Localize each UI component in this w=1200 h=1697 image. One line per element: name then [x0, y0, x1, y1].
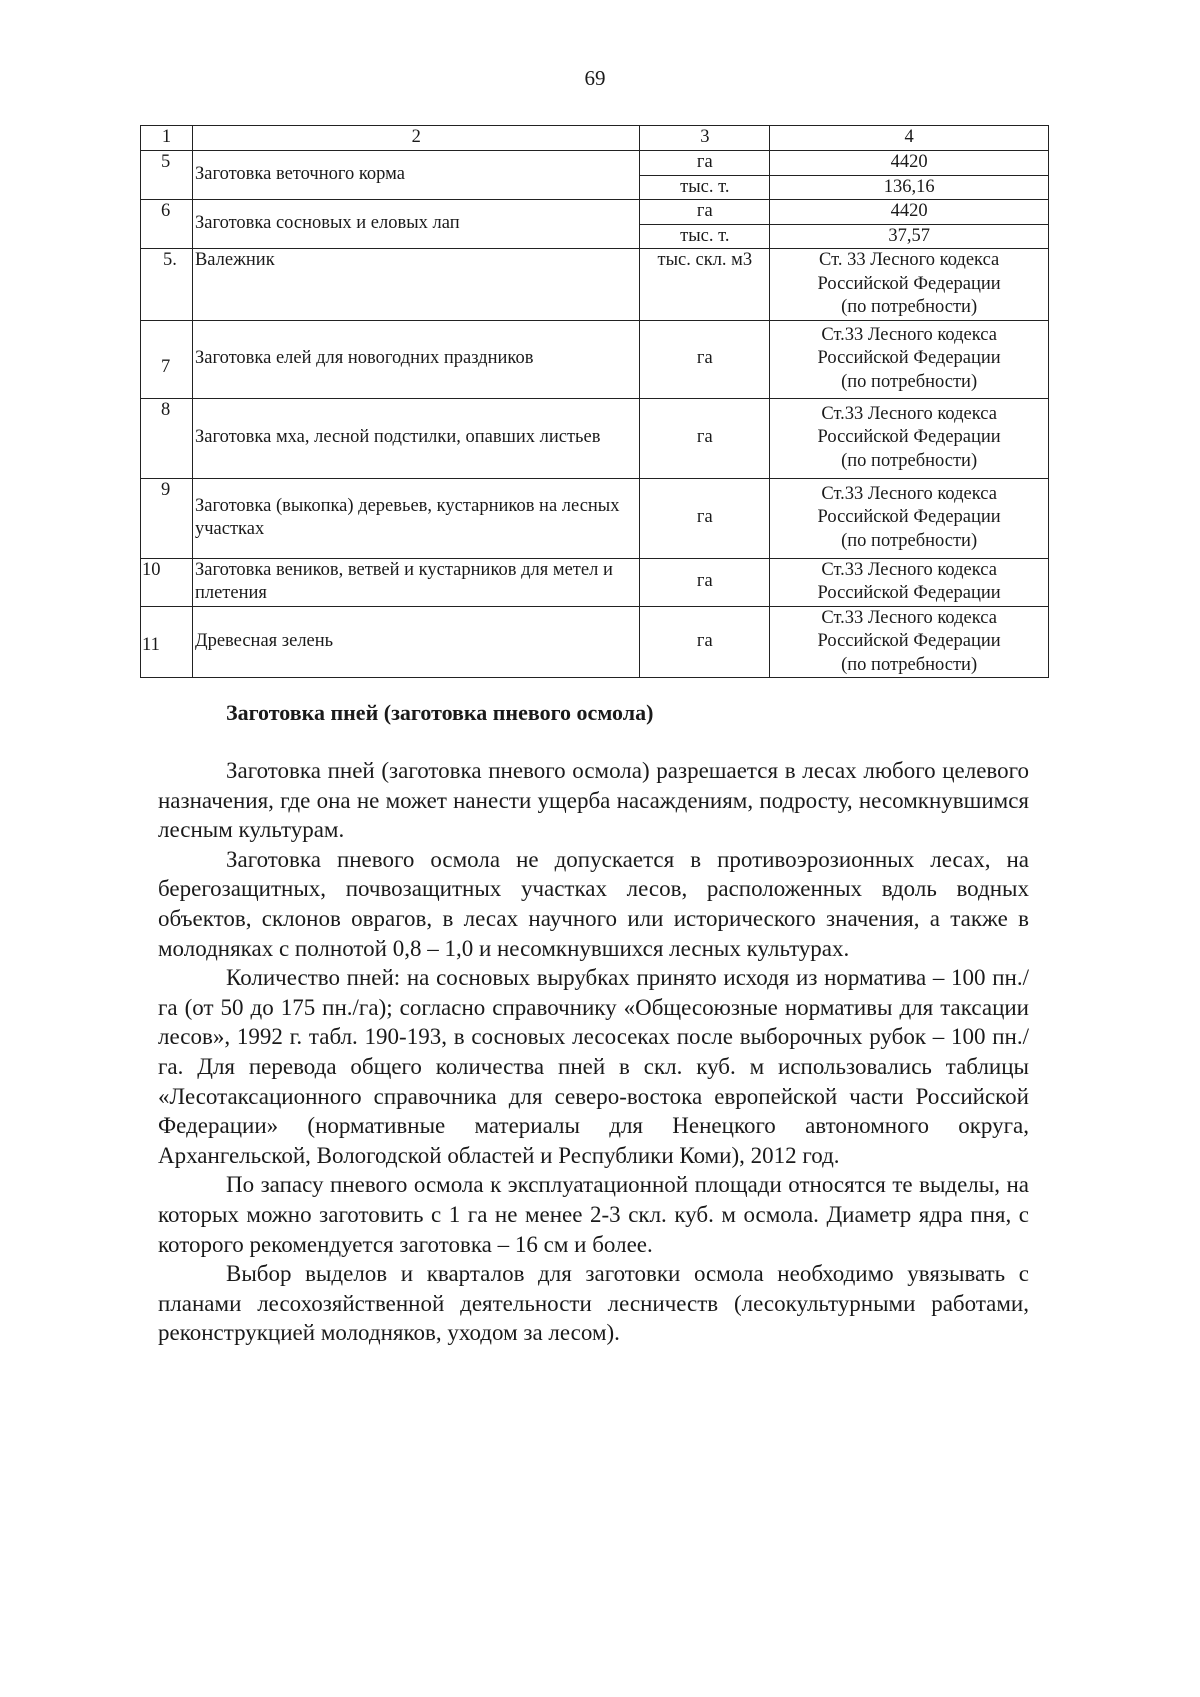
unit-cell: тыс. т. [640, 224, 770, 249]
reference-cell [770, 320, 1049, 398]
row-number: 11 [141, 606, 193, 678]
unit-cell: га [640, 151, 770, 176]
table-row [141, 558, 1049, 606]
row-name: Заготовка мха, лесной подстилки, опавших листьев [192, 398, 639, 478]
value-cell: 37,57 [770, 224, 1049, 249]
table-row [141, 200, 1049, 225]
paragraph: Количество пней: на сосновых вырубках принято исходя из норматива – 100 пн./га (от 50 до 175 пн./га); согласно справочнику «Общесоюзные нормативы для таксации лесов», 1992 г. табл. 190-193, в сосновых лесосеках после выборочных рубок – 100 пн./га. Для перевода общего количества пней в скл. куб. м использовались таблицы «Лесотаксационного справочника для северо-востока европейской части Российской Федерации» (нормативные материалы для Ненецкого автономного округа, Архангельской, Вологодской областей и Республики Коми), 2012 год. [158, 965, 1029, 1168]
row-number: 6 [141, 200, 193, 249]
row-number: 8 [141, 398, 193, 478]
reference-line: (по потребности) [841, 371, 978, 392]
table-row [141, 151, 1049, 176]
reference-line: Российской Федерации [817, 348, 1001, 369]
reference-line: Ст.33 Лесного кодекса [821, 403, 997, 424]
header-cell: 4 [770, 126, 1049, 151]
header-cell: 3 [640, 126, 770, 151]
row-number: 10 [141, 558, 193, 606]
value-cell: 4420 [770, 151, 1049, 176]
table-header-row [141, 126, 1049, 151]
reference-line: Российской Федерации [817, 583, 1001, 603]
row-name: Заготовка (выкопка) деревьев, кустарников на лесных участках [192, 478, 639, 558]
row-name: Заготовка елей для новогодних праздников [192, 320, 639, 398]
reference-line: Ст.33 Лесного кодекса [821, 559, 997, 580]
page-number: 69 [584, 66, 606, 90]
paragraph: По запасу пневого осмола к эксплуатационной площади относятся те выделы, на которых можно заготовить с 1 га не менее 2-3 скл. куб. м осмола. Диаметр ядра пня, с которого рекомендуется заготовка – 16 см и более. [158, 1172, 1029, 1257]
unit-cell: тыс. т. [640, 175, 770, 200]
paragraph: Выбор выделов и кварталов для заготовки осмола необходимо увязывать с планами лесохозяйственной деятельности лесничеств (лесокультурными работами, реконструкцией молодняков, уходом за лесом). [158, 1261, 1029, 1346]
reference-cell [770, 606, 1049, 678]
row-number: 5. [141, 249, 193, 321]
reference-cell [770, 398, 1049, 478]
reference-cell [770, 558, 1049, 606]
header-cell: 2 [192, 126, 639, 151]
row-name: Заготовка веточного корма [192, 151, 639, 200]
table-row [141, 398, 1049, 478]
paragraph: Заготовка пневого осмола не допускается в противоэрозионных лесах, на берегозащитных, почвозащитных участках лесов, расположенных вдоль водных объектов, склонов оврагов, в лесах научного или исторического значения, а также в молодняках с полнотой 0,8 – 1,0 и несомкнувшихся лесных культурах. [158, 846, 1029, 961]
header-cell: 1 [141, 126, 193, 151]
paragraph: Заготовка пней (заготовка пневого осмола) разрешается в лесах любого целевого назначения, где она не может нанести ущерба насаждениям, подросту, несомкнувшимся лесным культурам. [158, 758, 1029, 843]
row-name: Заготовка сосновых и еловых лап [192, 200, 639, 249]
table-row [141, 249, 1049, 321]
unit-cell: га [640, 200, 770, 225]
reference-line: Российской Федерации [817, 631, 1001, 651]
reference-cell [770, 478, 1049, 558]
reference-line: (по потребности) [841, 297, 978, 317]
table-row [141, 478, 1049, 558]
reference-line: Российской Федерации [817, 507, 1001, 528]
unit-cell: га [640, 606, 770, 678]
reference-line: Ст. 33 Лесного кодекса [819, 250, 1000, 270]
unit-cell: га [640, 558, 770, 606]
section-title: Заготовка пней (заготовка пневого осмола) [226, 700, 654, 725]
forest-use-table [140, 125, 1049, 678]
row-number: 7 [141, 320, 193, 398]
reference-line: (по потребности) [841, 654, 978, 675]
reference-line: Российской Федерации [817, 427, 1001, 448]
unit-cell: га [640, 478, 770, 558]
reference-cell [770, 249, 1049, 321]
reference-line: (по потребности) [841, 530, 978, 551]
body-text [158, 756, 1029, 1348]
unit-cell: га [640, 398, 770, 478]
reference-line: (по потребности) [841, 450, 978, 471]
unit-cell: тыс. скл. м3 [640, 249, 770, 321]
unit-cell: га [640, 320, 770, 398]
value-cell: 136,16 [770, 175, 1049, 200]
reference-line: Ст.33 Лесного кодекса [821, 483, 997, 504]
row-name: Валежник [192, 249, 639, 321]
row-name: Древесная зелень [192, 606, 639, 678]
row-number: 5 [141, 151, 193, 200]
table-row [141, 606, 1049, 678]
reference-line: Ст.33 Лесного кодекса [821, 607, 997, 628]
row-name: Заготовка веников, ветвей и кустарников для метел и плетения [192, 558, 639, 606]
reference-line: Российской Федерации [817, 273, 1001, 294]
value-cell: 4420 [770, 200, 1049, 225]
table-row [141, 320, 1049, 398]
row-number: 9 [141, 478, 193, 558]
reference-line: Ст.33 Лесного кодекса [821, 324, 997, 345]
